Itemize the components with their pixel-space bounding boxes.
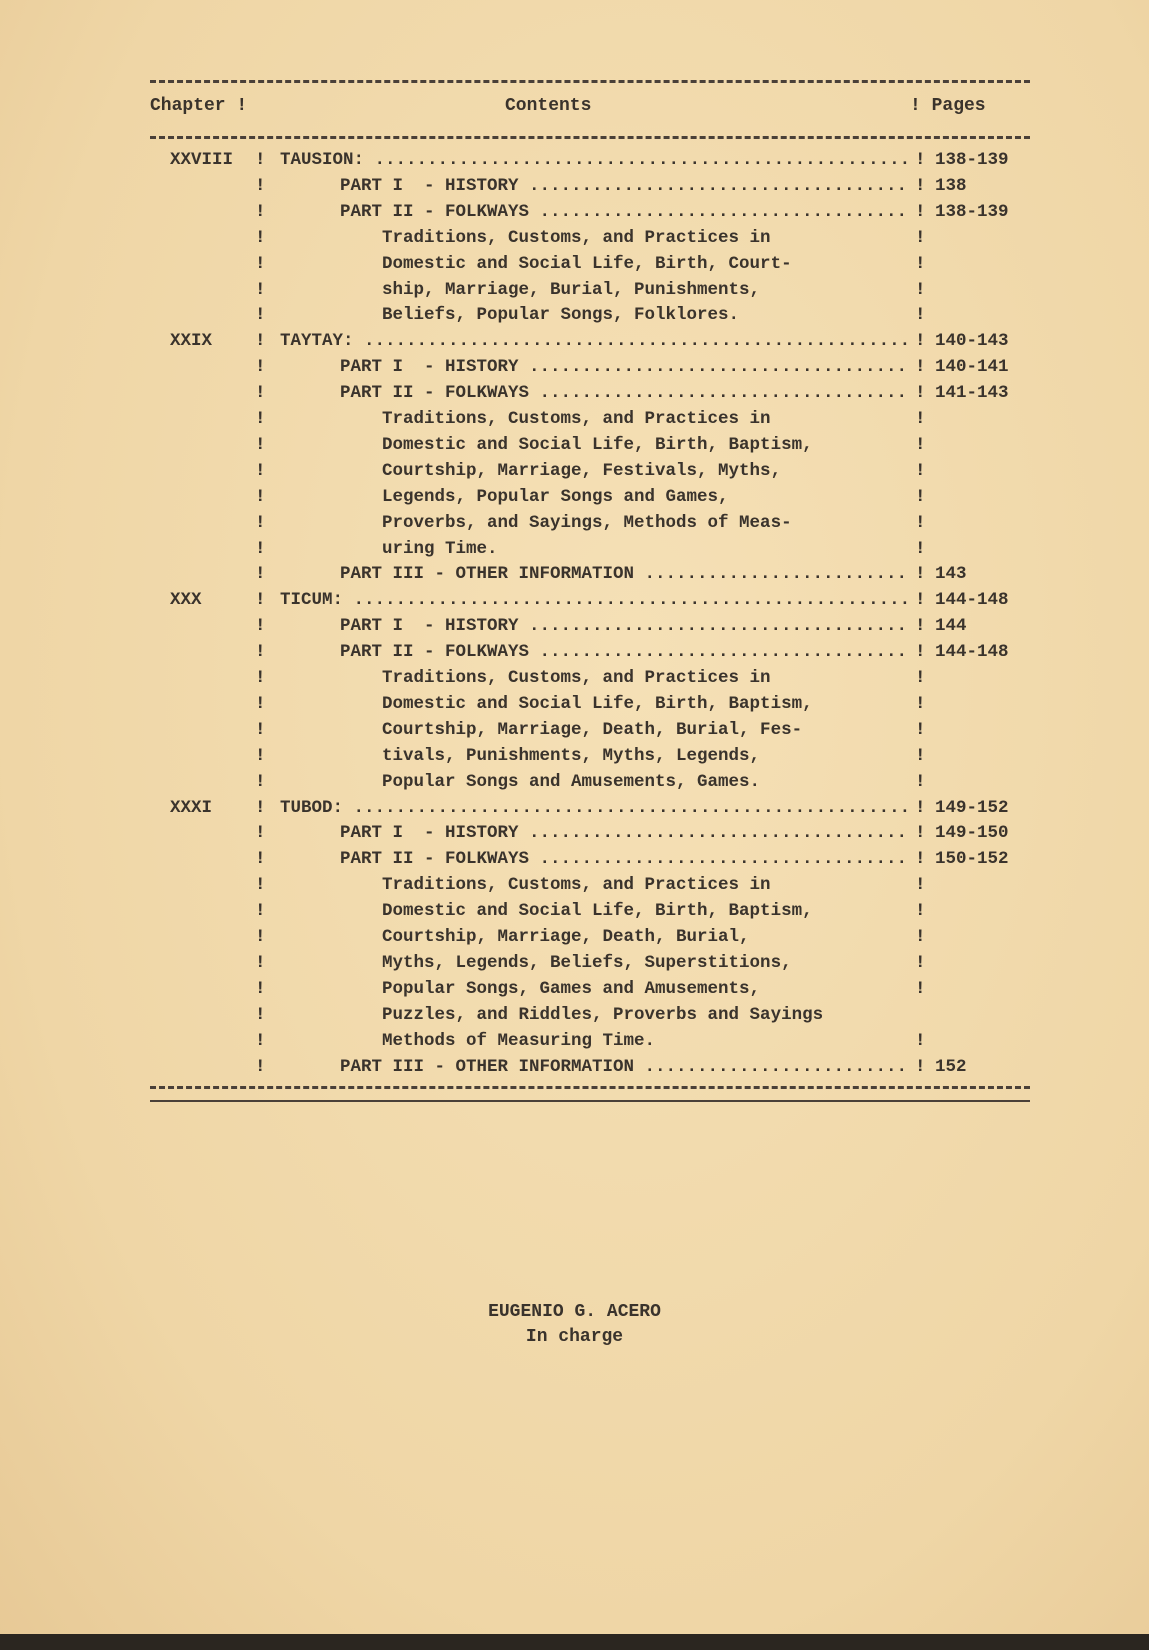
- leader-dots: ...................................................: [364, 150, 911, 170]
- chapter-number: XXIX: [170, 331, 213, 352]
- chapter-number: XXXI: [170, 797, 213, 818]
- section-row: [0, 150, 1149, 176]
- page-range: 149-150: [935, 823, 1009, 844]
- detail-row: [0, 875, 1149, 901]
- leader-dots: ...................................: [529, 642, 908, 663]
- page-range: 138-139: [935, 201, 1009, 222]
- column-separator: !: [915, 1056, 926, 1077]
- page-range: 140-143: [935, 331, 1009, 352]
- detail-row: [0, 1031, 1149, 1057]
- page-range: 138: [935, 175, 967, 196]
- chapter-number: XXX: [170, 590, 202, 611]
- column-separator: !: [255, 409, 266, 429]
- column-separator: !: [255, 564, 266, 585]
- detail-row: [0, 409, 1149, 435]
- section-row: [0, 331, 1149, 357]
- detail-row: [0, 513, 1149, 539]
- column-separator: !: [255, 434, 266, 455]
- column-separator: !: [255, 616, 266, 637]
- bottom-rule-dashed: [150, 1086, 1030, 1089]
- detail-row: [0, 280, 1149, 306]
- part-row: [0, 1057, 1149, 1083]
- column-separator: !: [255, 719, 266, 740]
- column-separator: !: [255, 590, 266, 611]
- page-range: 141-143: [935, 383, 1009, 404]
- column-separator: !: [255, 978, 266, 999]
- column-separator: !: [255, 175, 266, 196]
- part-label: PART II - FOLKWAYS: [340, 642, 530, 663]
- detail-row: [0, 539, 1149, 565]
- part-row: [0, 202, 1149, 228]
- part-row: [0, 642, 1149, 668]
- page-range: 150-152: [935, 849, 1009, 870]
- section-row: [0, 798, 1149, 824]
- column-separator: !: [915, 1030, 926, 1051]
- part-label: PART III - OTHER INFORMATION: [340, 1056, 635, 1077]
- leader-dots: ....................................................: [353, 331, 911, 352]
- column-separator: !: [915, 305, 926, 326]
- part-detail: Traditions, Customs, and Practices in: [382, 227, 771, 248]
- column-separator: !: [915, 771, 926, 792]
- part-row: [0, 176, 1149, 202]
- column-separator: !: [255, 901, 266, 922]
- page-range: 144-148: [935, 590, 1009, 611]
- part-detail: Beliefs, Popular Songs, Folklores.: [382, 305, 740, 326]
- detail-row: [0, 953, 1149, 979]
- part-detail: tivals, Punishments, Myths, Legends,: [382, 745, 761, 766]
- column-separator: !: [915, 486, 926, 507]
- section-title: TAUSION:: [280, 150, 365, 170]
- leader-dots: ...................................: [529, 201, 908, 222]
- section-title: TICUM:: [280, 590, 344, 611]
- detail-row: [0, 720, 1149, 746]
- detail-row: [0, 901, 1149, 927]
- part-row: [0, 383, 1149, 409]
- column-separator: !: [255, 642, 266, 663]
- part-label: PART II - FOLKWAYS: [340, 849, 530, 870]
- column-separator: !: [915, 901, 926, 922]
- column-separator: !: [255, 952, 266, 973]
- part-row: [0, 823, 1149, 849]
- column-separator: !: [255, 745, 266, 766]
- detail-row: [0, 435, 1149, 461]
- leader-dots: ....................................: [518, 357, 908, 378]
- part-detail: Popular Songs and Amusements, Games.: [382, 771, 761, 792]
- part-label: PART I - HISTORY: [340, 175, 519, 196]
- part-row: [0, 849, 1149, 875]
- signature-role: In charge: [525, 1327, 624, 1347]
- column-separator: !: [255, 771, 266, 792]
- column-separator: !: [255, 849, 266, 870]
- column-separator: !: [915, 434, 926, 455]
- column-separator: !: [915, 693, 926, 714]
- column-separator: !: [915, 150, 926, 170]
- column-separator: !: [255, 927, 266, 947]
- detail-row: [0, 305, 1149, 331]
- column-separator: !: [915, 668, 926, 688]
- column-separator: !: [915, 538, 926, 559]
- part-label: PART I - HISTORY: [340, 357, 519, 378]
- detail-row: [0, 694, 1149, 720]
- column-separator: !: [915, 849, 926, 870]
- part-label: PART II - FOLKWAYS: [340, 383, 530, 404]
- part-detail: Domestic and Social Life, Birth, Court-: [382, 253, 792, 274]
- column-separator: !: [915, 823, 926, 844]
- column-separator: !: [915, 564, 926, 585]
- column-separator: !: [915, 201, 926, 222]
- column-separator: !: [915, 719, 926, 740]
- column-separator: !: [915, 616, 926, 637]
- header-pages: ! Pages: [910, 96, 986, 116]
- signature-name: EUGENIO G. ACERO: [488, 1302, 661, 1322]
- column-separator: !: [255, 512, 266, 533]
- part-detail: Domestic and Social Life, Birth, Baptism,: [382, 434, 813, 455]
- column-separator: !: [255, 875, 266, 896]
- leader-dots: ...................................: [529, 849, 908, 870]
- detail-row: [0, 772, 1149, 798]
- column-separator: !: [915, 927, 926, 947]
- column-separator: !: [255, 331, 266, 352]
- column-separator: !: [915, 383, 926, 404]
- page-range: 143: [935, 564, 967, 585]
- part-detail: uring Time.: [382, 538, 498, 559]
- part-label: PART I - HISTORY: [340, 823, 519, 844]
- part-detail: ship, Marriage, Burial, Punishments,: [382, 279, 761, 300]
- leader-dots: ....................................: [518, 616, 908, 637]
- column-separator: !: [255, 460, 266, 481]
- section-row: [0, 590, 1149, 616]
- leader-dots: .........................: [634, 564, 908, 585]
- part-detail: Courtship, Marriage, Festivals, Myths,: [382, 460, 782, 481]
- column-separator: !: [255, 279, 266, 300]
- column-separator: !: [255, 227, 266, 248]
- part-detail: Proverbs, and Sayings, Methods of Meas-: [382, 512, 792, 533]
- header-contents: Contents: [505, 96, 592, 116]
- column-separator: !: [255, 538, 266, 559]
- page-edge: [0, 1634, 1149, 1650]
- detail-row: [0, 1005, 1149, 1031]
- leader-dots: ....................................: [518, 823, 908, 844]
- detail-row: [0, 228, 1149, 254]
- column-separator: !: [255, 668, 266, 688]
- part-label: PART III - OTHER INFORMATION: [340, 564, 635, 585]
- column-separator: !: [255, 150, 266, 170]
- part-detail: Myths, Legends, Beliefs, Superstitions,: [382, 952, 792, 973]
- part-label: PART I - HISTORY: [340, 616, 519, 637]
- column-separator: !: [915, 331, 926, 352]
- leader-dots: ....................................: [518, 175, 908, 196]
- page-range: 144-148: [935, 642, 1009, 663]
- leader-dots: ...................................: [529, 383, 908, 404]
- column-separator: !: [915, 952, 926, 973]
- detail-row: [0, 487, 1149, 513]
- top-rule: [150, 80, 1030, 83]
- column-separator: !: [915, 460, 926, 481]
- column-separator: !: [255, 201, 266, 222]
- column-separator: !: [915, 357, 926, 378]
- part-detail: Popular Songs, Games and Amusements,: [382, 978, 761, 999]
- chapter-number: XXVIII: [170, 150, 234, 170]
- page-range: 144: [935, 616, 967, 637]
- column-separator: !: [915, 590, 926, 611]
- leader-dots: .....................................................: [343, 797, 911, 818]
- column-separator: !: [255, 253, 266, 274]
- page-range: 152: [935, 1056, 967, 1077]
- part-detail: Traditions, Customs, and Practices in: [382, 409, 771, 429]
- column-separator: !: [255, 797, 266, 818]
- part-detail: Courtship, Marriage, Death, Burial,: [382, 927, 750, 947]
- column-separator: !: [915, 175, 926, 196]
- header-chapter: Chapter !: [150, 96, 248, 116]
- detail-row: [0, 927, 1149, 953]
- column-separator: !: [255, 1056, 266, 1077]
- part-detail: Domestic and Social Life, Birth, Baptism,: [382, 693, 813, 714]
- column-separator: !: [915, 253, 926, 274]
- column-separator: !: [915, 279, 926, 300]
- column-separator: !: [915, 797, 926, 818]
- column-separator: !: [255, 693, 266, 714]
- page-range: 140-141: [935, 357, 1009, 378]
- column-separator: !: [255, 383, 266, 404]
- leader-dots: .....................................................: [343, 590, 911, 611]
- column-separator: !: [915, 227, 926, 248]
- part-detail: Legends, Popular Songs and Games,: [382, 486, 729, 507]
- column-separator: !: [255, 357, 266, 378]
- page-range: 149-152: [935, 797, 1009, 818]
- column-separator: !: [255, 1004, 266, 1025]
- bottom-rule-solid: [150, 1100, 1030, 1102]
- column-separator: !: [255, 1030, 266, 1051]
- column-separator: !: [915, 409, 926, 429]
- column-separator: !: [255, 823, 266, 844]
- detail-row: [0, 668, 1149, 694]
- detail-row: [0, 746, 1149, 772]
- part-row: [0, 357, 1149, 383]
- column-separator: !: [255, 305, 266, 326]
- detail-row: [0, 461, 1149, 487]
- column-separator: !: [915, 745, 926, 766]
- part-detail: Puzzles, and Riddles, Proverbs and Sayings: [382, 1004, 824, 1025]
- section-title: TAYTAY:: [280, 331, 354, 352]
- page-range: 138-139: [935, 150, 1009, 170]
- part-detail: Domestic and Social Life, Birth, Baptism,: [382, 901, 813, 922]
- section-title: TUBOD:: [280, 797, 344, 818]
- column-separator: !: [915, 978, 926, 999]
- part-row: [0, 564, 1149, 590]
- part-label: PART II - FOLKWAYS: [340, 201, 530, 222]
- part-detail: Traditions, Customs, and Practices in: [382, 668, 771, 688]
- header-rule: [150, 136, 1030, 139]
- column-separator: !: [915, 512, 926, 533]
- part-row: [0, 616, 1149, 642]
- part-detail: Courtship, Marriage, Death, Burial, Fes-: [382, 719, 803, 740]
- detail-row: [0, 254, 1149, 280]
- part-detail: Traditions, Customs, and Practices in: [382, 875, 771, 896]
- leader-dots: .........................: [634, 1056, 908, 1077]
- detail-row: [0, 979, 1149, 1005]
- column-separator: !: [255, 486, 266, 507]
- part-detail: Methods of Measuring Time.: [382, 1030, 656, 1051]
- column-separator: !: [915, 642, 926, 663]
- column-separator: !: [915, 875, 926, 896]
